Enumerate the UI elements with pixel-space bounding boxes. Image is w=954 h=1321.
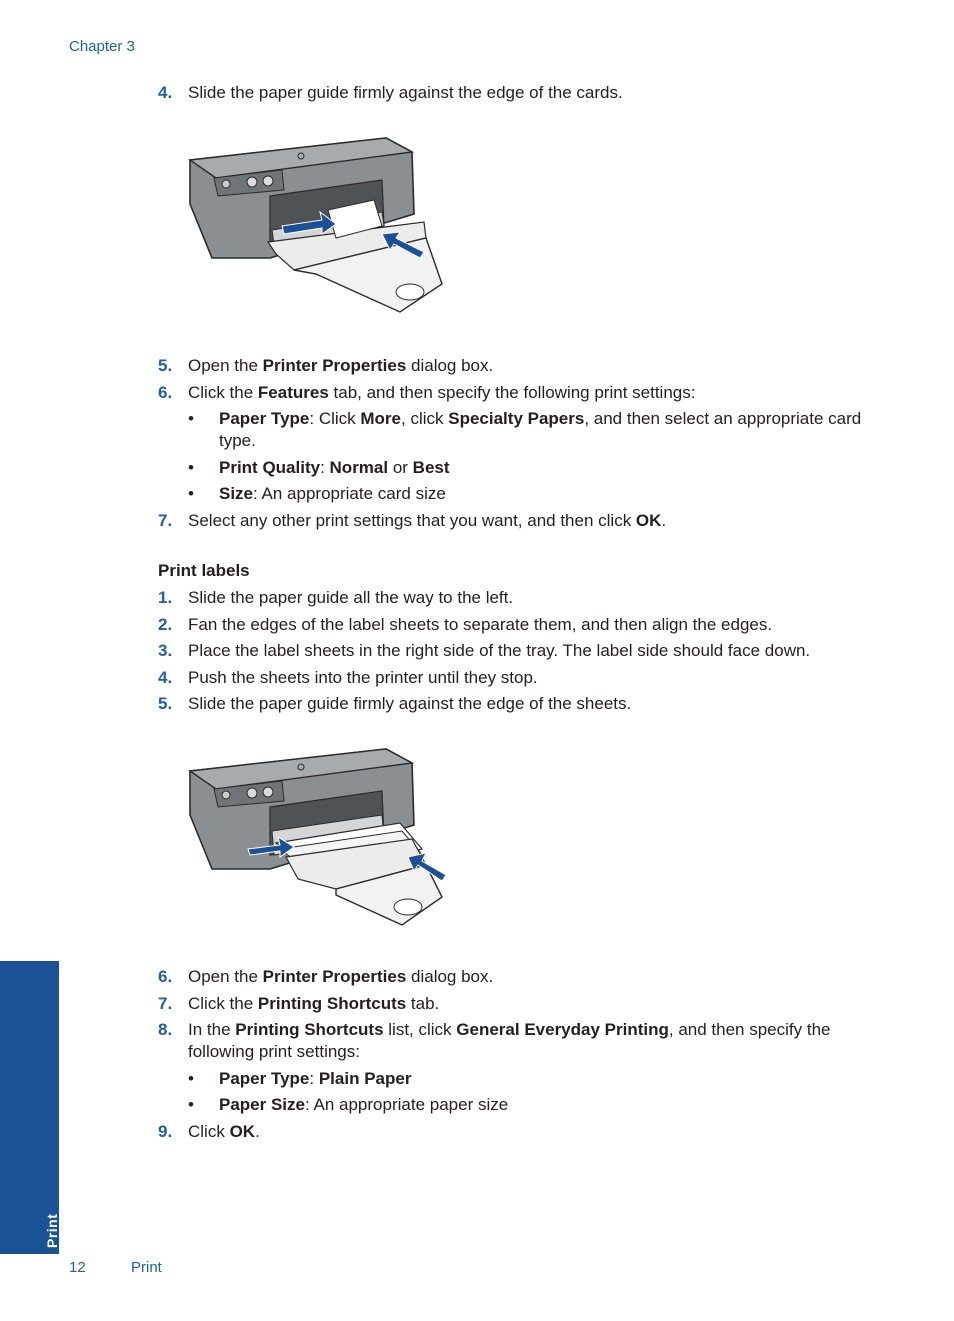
text-run: Click (188, 1121, 230, 1141)
step-text (188, 994, 439, 1013)
steps-list-cards-end (158, 82, 878, 109)
bold-term: Printer Properties (262, 356, 407, 375)
text-run: : Click (309, 409, 361, 428)
step-item (158, 355, 878, 377)
bold-term: Size (219, 484, 254, 503)
bullet-item (158, 457, 878, 479)
bold-term: OK (635, 510, 662, 530)
text-run: tab. (406, 993, 440, 1013)
text-run: . (661, 510, 667, 530)
step-text (188, 1020, 830, 1061)
text-run: Open the (188, 356, 263, 375)
bold-term: Specialty Papers (448, 409, 585, 428)
text-run: In the (188, 1020, 236, 1039)
text-run: . (255, 1121, 260, 1141)
step-item (158, 667, 878, 689)
bullet-icon: • (188, 1095, 194, 1114)
bold-term: Paper Type (219, 1068, 310, 1088)
step-text (188, 694, 631, 713)
text-run: Slide the paper guide firmly against the edge of the sheets. (188, 694, 632, 713)
text-run: , and then select an appropriate card type. (219, 409, 862, 450)
bullet-item (158, 408, 878, 452)
step-number: 1. (158, 588, 173, 607)
text-run: : An appropriate paper size (305, 1095, 509, 1114)
text-run: list, click (383, 1020, 457, 1039)
step-item (158, 640, 878, 662)
step-item (158, 510, 878, 532)
bullet-icon: • (188, 484, 194, 503)
step-text (188, 83, 623, 102)
bullet-text (219, 1069, 411, 1088)
step-text (188, 641, 810, 660)
bold-term: Normal (329, 457, 389, 477)
steps-list-cards-settings (158, 355, 878, 536)
chapter-label: Chapter 3 (69, 38, 135, 55)
bold-term: OK (229, 1121, 256, 1141)
step-item (158, 1019, 878, 1063)
step-text (188, 356, 493, 375)
step-item (158, 1121, 878, 1143)
bold-term: Printer Properties (262, 967, 407, 986)
bold-term: Printing Shortcuts (235, 1020, 384, 1039)
side-tab (0, 961, 59, 1254)
text-run: : (309, 1068, 319, 1088)
step-item (158, 614, 878, 636)
text-run: dialog box. (406, 356, 494, 375)
step-text (188, 967, 493, 986)
bullet-text (219, 1095, 508, 1114)
text-run: Fan the edges of the label sheets to separate them, and then align the edges. (188, 614, 773, 634)
section-heading-print-labels: Print labels (158, 561, 250, 580)
bold-term: Paper Type (219, 409, 310, 428)
step-number: 4. (158, 83, 173, 102)
bullet-icon: • (188, 457, 194, 477)
text-run: Push the sheets into the printer until they stop. (188, 667, 538, 687)
text-run: Select any other print settings that you want, and then click (188, 510, 636, 530)
bold-term: Best (412, 457, 450, 477)
text-run: Click the (188, 993, 258, 1013)
step-text (188, 511, 666, 530)
text-run: Click the (188, 382, 258, 402)
page-number: 12 (69, 1259, 86, 1276)
bold-term: Features (257, 382, 329, 402)
bold-term: Paper Size (219, 1095, 305, 1114)
step-item (158, 693, 878, 715)
step-number: 7. (158, 993, 173, 1013)
bullet-item (158, 483, 878, 505)
step-text (188, 1122, 260, 1141)
bullet-item (158, 1068, 878, 1090)
text-run: : (320, 457, 330, 477)
bullet-icon: • (188, 409, 194, 428)
step-item (158, 82, 878, 104)
text-run: Place the label sheets in the right side of the tray. The label side should face down. (188, 641, 811, 660)
bold-term: More (360, 409, 402, 428)
step-item (158, 993, 878, 1015)
step-number: 5. (158, 356, 173, 375)
step-text (188, 615, 772, 634)
side-tab-label: Print (44, 1213, 60, 1248)
text-run: Slide the paper guide all the way to the left. (188, 588, 514, 607)
step-number: 4. (158, 667, 173, 687)
step-item (158, 966, 878, 988)
bold-term: Plain Paper (318, 1068, 412, 1088)
step-number: 3. (158, 641, 173, 660)
text-run: dialog box. (406, 967, 494, 986)
step-number: 9. (158, 1121, 173, 1141)
text-run: Open the (188, 967, 263, 986)
step-number: 8. (158, 1020, 173, 1039)
step-text (188, 383, 695, 402)
text-run: tab, and then specify the following print settings: (328, 382, 696, 402)
step-number: 6. (158, 382, 173, 402)
bullet-text (219, 409, 861, 450)
bold-term: Printing Shortcuts (257, 993, 407, 1013)
text-run: : An appropriate card size (253, 484, 446, 503)
bullet-item (158, 1094, 878, 1116)
step-text (188, 668, 538, 687)
text-run: or (388, 457, 413, 477)
step-number: 6. (158, 967, 173, 986)
step-number: 2. (158, 614, 173, 634)
step-number: 7. (158, 510, 173, 530)
step-text (188, 588, 513, 607)
steps-list-labels-settings (158, 966, 878, 1147)
step-item (158, 382, 878, 404)
printer-cards-icon (186, 134, 448, 318)
footer-section: Print (131, 1259, 162, 1276)
bullet-icon: • (188, 1068, 194, 1088)
printer-labels-icon (186, 745, 448, 931)
bold-term: Print Quality (219, 457, 321, 477)
bullet-text (219, 458, 450, 477)
step-number: 5. (158, 694, 173, 713)
bold-term: General Everyday Printing (456, 1020, 669, 1039)
text-run: Slide the paper guide firmly against the edge of the cards. (188, 83, 623, 102)
steps-list-labels (158, 587, 878, 720)
step-item (158, 587, 878, 609)
bullet-text (219, 484, 446, 503)
text-run: , click (401, 409, 449, 428)
text-run: , and then specify the following print settings: (188, 1020, 831, 1061)
